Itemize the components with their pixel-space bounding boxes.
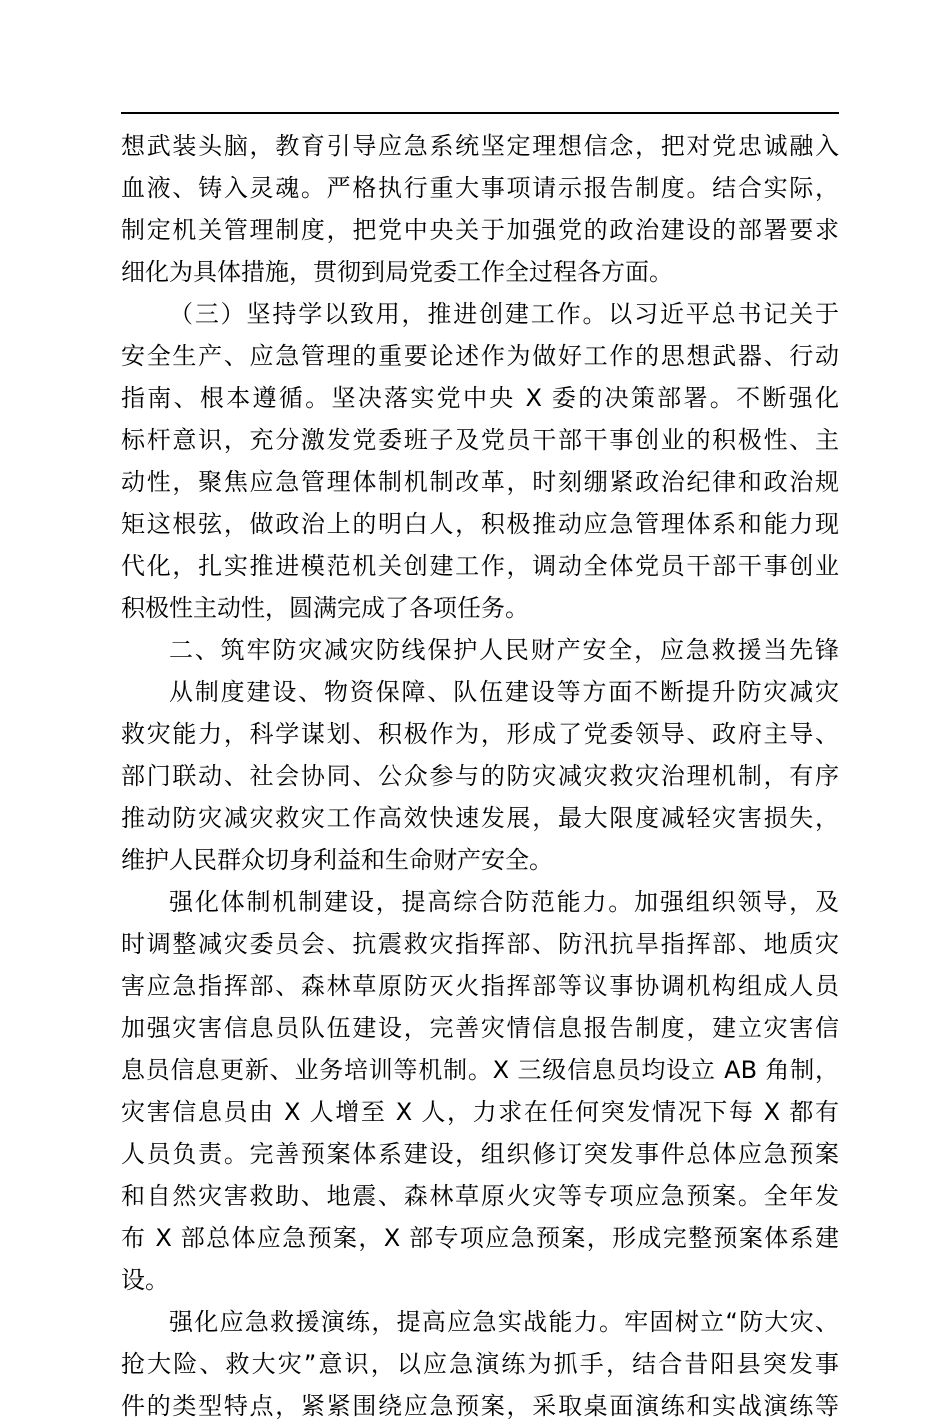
text-line: 推动防灾减灾救灾工作高效快速发展，最大限度减轻灾害损失， [121, 804, 839, 832]
text-line: 布 X 部总体应急预案，X 部专项应急预案，形成完整预案体系建 [121, 1224, 839, 1252]
text-line: 从制度建设、物资保障、队伍建设等方面不断提升防灾减灾 [169, 678, 839, 706]
text-line: 维护人民群众切身利益和生命财产安全。 [121, 846, 553, 874]
text-line: 灾害信息员由 X 人增至 X 人，力求在任何突发情况下每 X 都有 [121, 1098, 839, 1126]
text-line: 动性，聚焦应急管理体制机制改革，时刻绷紧政治纪律和政治规 [121, 468, 839, 496]
text-line: 制定机关管理制度，把党中央关于加强党的政治建设的部署要求 [121, 216, 839, 244]
text-line: 血液、铸入灵魂。严格执行重大事项请示报告制度。结合实际， [121, 174, 839, 202]
body-text [121, 125, 839, 1427]
text-line: 细化为具体措施，贯彻到局党委工作全过程各方面。 [121, 258, 673, 286]
text-line: 人员负责。完善预案体系建设，组织修订突发事件总体应急预案 [121, 1140, 839, 1168]
text-line: 二、筑牢防灾减灾防线保护人民财产安全，应急救援当先锋 [169, 636, 839, 664]
text-line: 指南、根本遵循。坚决落实党中央 X 委的决策部署。不断强化 [121, 384, 839, 412]
text-line: 抢大险、救大灾”意识，以应急演练为抓手，结合昔阳县突发事 [121, 1350, 839, 1378]
text-line: 息员信息更新、业务培训等机制。X 三级信息员均设立 AB 角制， [121, 1056, 839, 1084]
text-line: 时调整减灾委员会、抗震救灾指挥部、防汛抗旱指挥部、地质灾 [121, 930, 839, 958]
text-line: 积极性主动性，圆满完成了各项任务。 [121, 594, 529, 622]
text-line: 代化，扎实推进模范机关创建工作，调动全体党员干部干事创业 [121, 552, 839, 580]
text-line: 标杆意识，充分激发党委班子及党员干部干事创业的积极性、主 [121, 426, 839, 454]
text-line: 件的类型特点，紧紧围绕应急预案，采取桌面演练和实战演练等 [121, 1392, 839, 1420]
text-line: 救灾能力，科学谋划、积极作为，形成了党委领导、政府主导、 [121, 720, 839, 748]
text-line: 矩这根弦，做政治上的明白人，积极推动应急管理体系和能力现 [121, 510, 839, 538]
text-line: 和自然灾害救助、地震、森林草原火灾等专项应急预案。全年发 [121, 1182, 839, 1210]
text-line: 部门联动、社会协同、公众参与的防灾减灾救灾治理机制，有序 [121, 762, 839, 790]
text-line: 害应急指挥部、森林草原防灭火指挥部等议事协调机构组成人员 [121, 972, 839, 1000]
text-line: 加强灾害信息员队伍建设，完善灾情信息报告制度，建立灾害信 [121, 1014, 839, 1042]
text-line: 想武装头脑，教育引导应急系统坚定理想信念，把对党忠诚融入 [121, 132, 839, 160]
text-line: 强化应急救援演练，提高应急实战能力。牢固树立“防大灾、 [169, 1308, 839, 1336]
header-rule [121, 112, 839, 114]
text-line: 设。 [121, 1266, 169, 1294]
text-line: 强化体制机制建设，提高综合防范能力。加强组织领导，及 [169, 888, 839, 916]
text-line: （三）坚持学以致用，推进创建工作。以习近平总书记关于 [169, 300, 839, 328]
text-line: 安全生产、应急管理的重要论述作为做好工作的思想武器、行动 [121, 342, 839, 370]
